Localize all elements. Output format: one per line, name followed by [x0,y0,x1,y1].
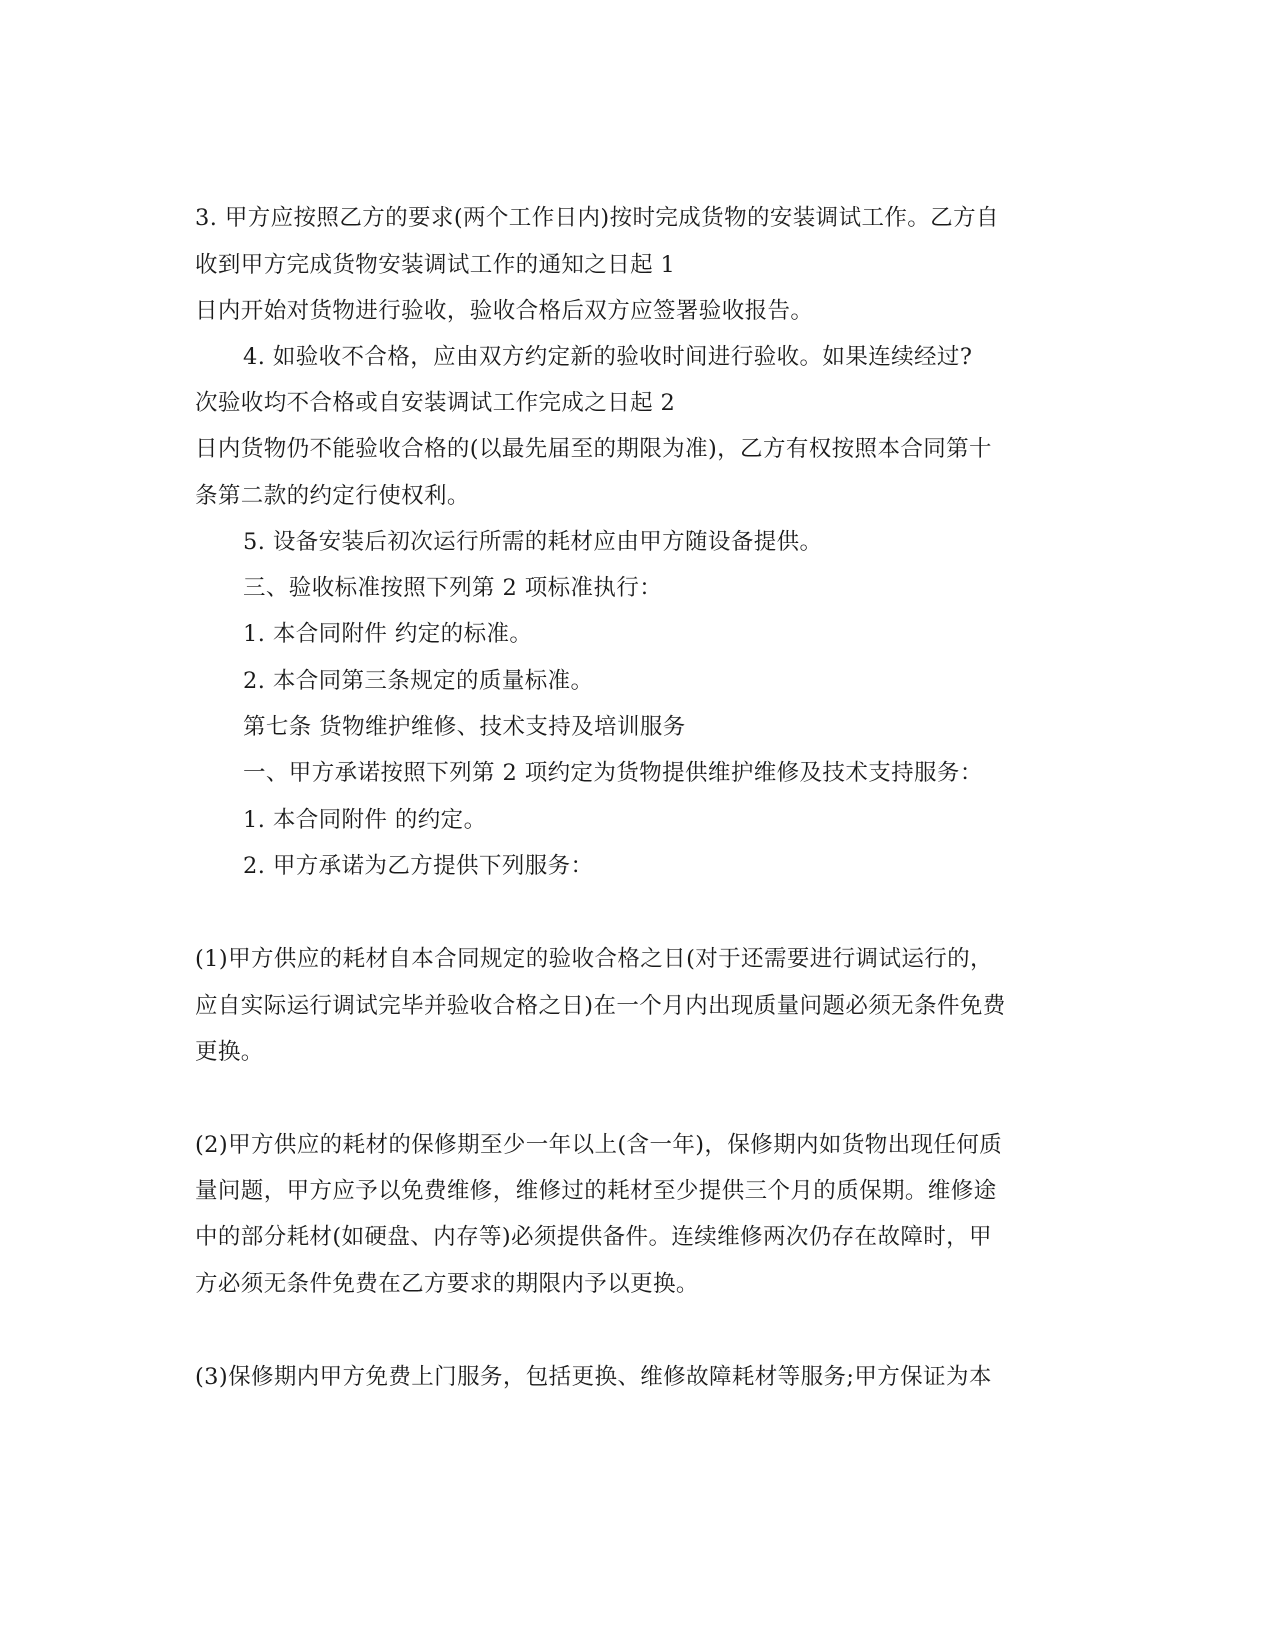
text-line: 2. 本合同第三条规定的质量标准。 [243,668,594,694]
text-line: 更换。 [195,1039,264,1065]
section-heading: 第七条 货物维护维修、技术支持及培训服务 [243,714,686,740]
text-line: (3)保修期内甲方免费上门服务，包括更换、维修故障耗材等服务;甲方保证为本 [195,1364,992,1390]
text-line: 1. 本合同附件 的约定。 [243,807,487,833]
text-line: 5. 设备安装后初次运行所需的耗材应由甲方随设备提供。 [243,529,823,555]
text-line: (2)甲方供应的耗材的保修期至少一年以上(含一年)，保修期内如货物出现任何质 [195,1132,1003,1158]
text-line: 一、甲方承诺按照下列第 2 项约定为货物提供维护维修及技术支持服务： [243,760,983,786]
text-line: 应自实际运行调试完毕并验收合格之日)在一个月内出现质量问题必须无条件免费 [195,993,1006,1019]
text-line: 中的部分耗材(如硬盘、内存等)必须提供备件。连续维修两次仍存在故障时，甲 [195,1224,992,1250]
text-line: 收到甲方完成货物安装调试工作的通知之日起 1 [195,252,676,278]
text-line: 1. 本合同附件 约定的标准。 [243,621,533,647]
text-line: 次验收均不合格或自安装调试工作完成之日起 2 [195,390,676,416]
text-line: 4. 如验收不合格，应由双方约定新的验收时间进行验收。如果连续经过? [243,344,973,370]
text-line: 日内开始对货物进行验收，验收合格后双方应签署验收报告。 [195,298,814,324]
text-line: 三、验收标准按照下列第 2 项标准执行： [243,575,663,601]
text-line: 条第二款的约定行使权利。 [195,483,470,509]
text-line: 2. 甲方承诺为乙方提供下列服务： [243,853,594,879]
text-line: 3. 甲方应按照乙方的要求(两个工作日内)按时完成货物的安装调试工作。乙方自 [195,205,999,231]
text-line: 日内货物仍不能验收合格的(以最先届至的期限为准)，乙方有权按照本合同第十 [195,436,992,462]
text-line: 量问题，甲方应予以免费维修，维修过的耗材至少提供三个月的质保期。维修途 [195,1178,997,1204]
text-line: (1)甲方供应的耗材自本合同规定的验收合格之日(对于还需要进行调试运行的， [195,946,993,972]
text-line: 方必须无条件免费在乙方要求的期限内予以更换。 [195,1271,699,1297]
